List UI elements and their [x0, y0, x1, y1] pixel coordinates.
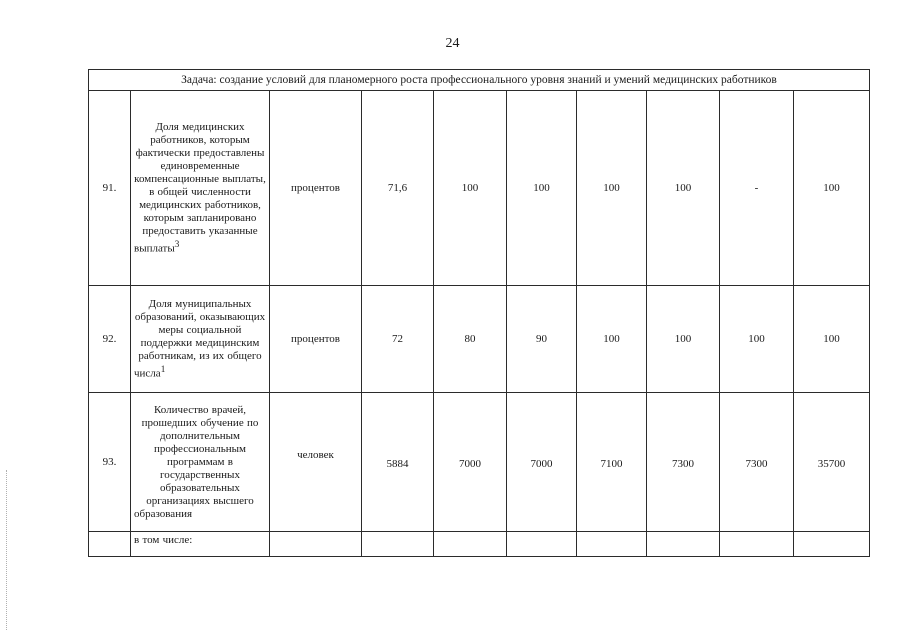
unit-cell: процентов: [270, 91, 362, 286]
row-number: 91.: [89, 91, 131, 286]
empty-cell: [577, 532, 647, 557]
empty-cell: [507, 532, 577, 557]
empty-cell: [794, 532, 870, 557]
value-cell: 100: [577, 91, 647, 286]
empty-cell: [647, 532, 720, 557]
subrow-label: в том числе:: [131, 532, 270, 557]
value-cell: 72: [362, 286, 434, 393]
empty-cell: [720, 532, 794, 557]
value-cell: 5884: [362, 393, 434, 532]
scan-margin-marks: [6, 470, 8, 630]
value-cell: 100: [434, 91, 507, 286]
footnote-ref: 3: [174, 238, 180, 249]
value-cell: 100: [647, 286, 720, 393]
value-cell: 100: [794, 91, 870, 286]
task-row: [89, 70, 870, 91]
value-cell: 7000: [434, 393, 507, 532]
table-row: [89, 91, 870, 286]
value-cell: 7000: [507, 393, 577, 532]
indicator-name: Доля муниципальных образований, оказывающих меры социальной поддержки медицинским работникам, из их общего числа$^1$: [131, 286, 270, 393]
unit-cell: процентов: [270, 286, 362, 393]
table-row: [89, 393, 870, 532]
table-row: [89, 286, 870, 393]
task-heading: Задача: создание условий для планомерного роста профессионального уровня знаний и умений медицинских работников: [89, 70, 870, 91]
empty-cell: [89, 532, 131, 557]
indicator-name: Доля медицинских работников, которым фактически предоставлены единовременные компенсационные выплаты, в общей численности медицинских работников, которым запланировано предоставить указанные выплаты$^3$: [131, 91, 270, 286]
value-cell: 7300: [647, 393, 720, 532]
value-cell: 100: [507, 91, 577, 286]
page-number: 24: [445, 36, 460, 51]
value-cell: 100: [647, 91, 720, 286]
empty-cell: [362, 532, 434, 557]
value-cell: 35700: [794, 393, 870, 532]
indicator-name: Количество врачей, прошедших обучение по дополнительным профессиональным программам в государственных образовательных организациях высшего образования: [131, 393, 270, 532]
value-cell: -: [720, 91, 794, 286]
empty-cell: [270, 532, 362, 557]
value-cell: 80: [434, 286, 507, 393]
value-cell: 7300: [720, 393, 794, 532]
value-cell: 100: [577, 286, 647, 393]
value-cell: 100: [720, 286, 794, 393]
indicators-table: [88, 69, 870, 557]
row-number: 92.: [89, 286, 131, 393]
row-number: 93.: [89, 393, 131, 532]
unit-cell: человек: [270, 393, 362, 532]
value-cell: 90: [507, 286, 577, 393]
value-cell: 71,6: [362, 91, 434, 286]
value-cell: 7100: [577, 393, 647, 532]
table-row-subtotal: [89, 532, 870, 557]
value-cell: 100: [794, 286, 870, 393]
empty-cell: [434, 532, 507, 557]
footnote-ref: 1: [160, 363, 166, 374]
